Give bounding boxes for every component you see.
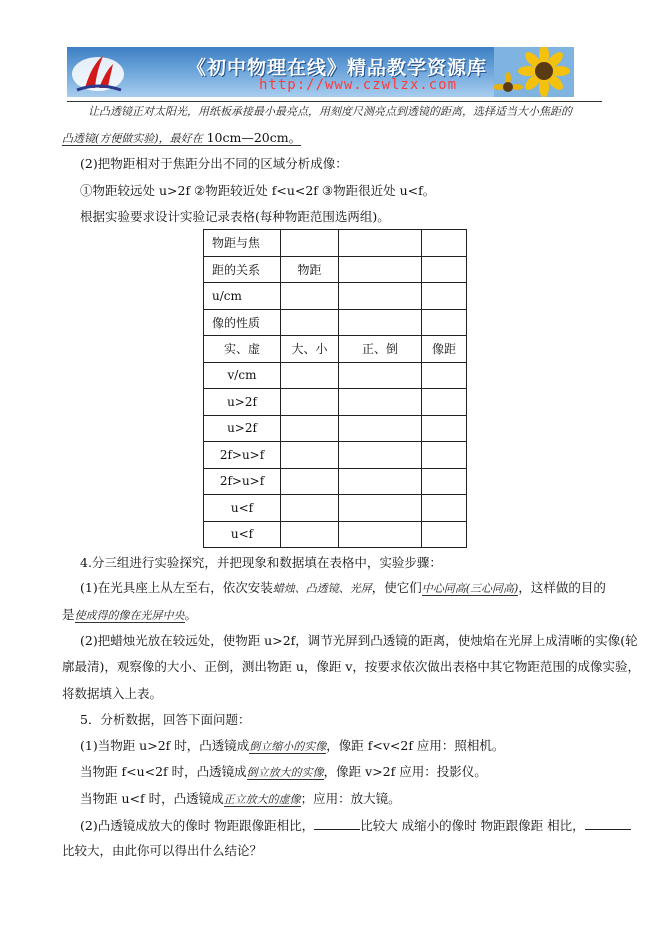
experiment-record-table — [203, 229, 467, 548]
table-cell — [281, 230, 339, 257]
table-cell — [339, 230, 422, 257]
paragraph-line: (2)把物距相对于焦距分出不同的区域分析成像： — [80, 156, 348, 171]
handwritten-answer: 凸透镜(方便做实验)，最好在 — [62, 132, 203, 145]
table-cell: u>2f — [204, 415, 281, 442]
paragraph-line: 比较大，由此你可以得出什么结论？ — [62, 843, 263, 858]
table-cell — [339, 309, 422, 336]
table-cell — [281, 521, 339, 548]
text-span: (1)在光具座上从左至右，依次安装 — [80, 580, 273, 595]
text-span: ，像距 v>2f 应用：投影仪。 — [323, 764, 487, 779]
table-cell — [422, 309, 467, 336]
banner-title: 《初中物理在线》精品教学资源库 — [187, 57, 488, 79]
section-heading: 4.分三组进行实验探究，并把现象和数据填在表格中，实验步骤： — [80, 555, 442, 570]
sunflower-icon — [494, 47, 574, 97]
table-cell — [422, 495, 467, 522]
section-heading: 5．分析数据，回答下面问题： — [80, 712, 251, 727]
table-cell: 实、虚 — [204, 336, 281, 363]
text-span: ；应用：放大镜。 — [300, 791, 401, 806]
text-span: ，这样做的目的 — [518, 580, 606, 595]
answer-range: 10cm—20cm。 — [202, 130, 302, 145]
table-cell — [339, 521, 422, 548]
table-row — [204, 415, 467, 442]
table-cell: 2f>u>f — [204, 468, 281, 495]
table-cell — [339, 495, 422, 522]
answer-blank[interactable] — [585, 817, 631, 830]
paragraph-line — [62, 130, 301, 147]
table-cell: u>2f — [204, 389, 281, 416]
text-span: 当物距 u<f 时，凸透镜成 — [80, 791, 224, 806]
handwritten-answer: 中心同高(三心同高) — [421, 582, 519, 595]
text-span: (1)当物距 u>2f 时，凸透镜成 — [80, 738, 250, 753]
table-row — [204, 389, 467, 416]
table-cell — [422, 521, 467, 548]
table-cell — [339, 468, 422, 495]
table-row — [204, 521, 467, 548]
text-span: 。 — [184, 607, 198, 622]
table-cell — [422, 230, 467, 257]
table-cell: 像距 — [422, 336, 467, 363]
paragraph-line — [80, 764, 487, 781]
table-cell — [281, 468, 339, 495]
paragraph-line — [80, 791, 401, 808]
table-row — [204, 468, 467, 495]
text-span: 比较大 成缩小的像时 物距跟像距 相比， — [360, 818, 585, 833]
table-cell — [422, 468, 467, 495]
paragraph-line — [62, 607, 197, 624]
table-cell: 物距 — [281, 256, 339, 283]
table-cell — [281, 309, 339, 336]
table-cell — [422, 362, 467, 389]
table-cell: u<f — [204, 521, 281, 548]
table-cell — [281, 495, 339, 522]
text-span: (2)凸透镜成放大的像时 物距跟像距相比， — [80, 818, 315, 833]
answer-blank[interactable] — [314, 817, 360, 830]
table-cell: 距的关系 — [204, 256, 281, 283]
handwritten-answer: 倒立缩小的实像 — [249, 740, 327, 753]
table-cell — [422, 389, 467, 416]
paragraph-line: 根据实验要求设计实验记录表格(每种物距范围选两组)。 — [80, 209, 390, 224]
table-cell — [281, 389, 339, 416]
table-cell — [339, 283, 422, 310]
logo-icon — [69, 50, 127, 94]
handwritten-answer: 倒立放大的实像 — [246, 766, 324, 779]
table-cell: u/cm — [204, 283, 281, 310]
paragraph-line — [80, 738, 504, 755]
handwritten-answer: 使成得的像在光屏中央 — [74, 609, 185, 622]
table-cell: v/cm — [204, 362, 281, 389]
table-cell — [281, 283, 339, 310]
table-row — [204, 256, 467, 283]
table-cell — [339, 256, 422, 283]
table-row — [204, 442, 467, 469]
table-row — [204, 336, 467, 363]
text-span: 是 — [62, 607, 75, 622]
paragraph-line: (2)把蜡烛光放在较远处，使物距 u>2f，调节光屏到凸透镜的距离，使烛焰在光屏上成清晰的实像(轮 — [80, 633, 638, 648]
table-cell — [422, 442, 467, 469]
text-span: 当物距 f<u<2f 时，凸透镜成 — [80, 764, 247, 779]
header-rule — [67, 101, 602, 102]
paragraph-line: ①物距较远处 u>2f ②物距较近处 f<u<2f ③物距很近处 u<f。 — [80, 183, 436, 198]
paragraph-line — [80, 580, 606, 597]
table-cell — [281, 442, 339, 469]
paragraph-line — [80, 817, 631, 834]
table-cell: 大、小 — [281, 336, 339, 363]
handwritten-answer: 正立放大的虚像 — [223, 793, 301, 806]
table-cell — [422, 283, 467, 310]
handwritten-answer: 蜡烛、凸透镜、光屏 — [272, 582, 372, 595]
paragraph-line: 将数据填入上表。 — [62, 686, 163, 701]
table-cell — [422, 415, 467, 442]
table-row — [204, 309, 467, 336]
table-cell — [339, 415, 422, 442]
header-banner — [67, 47, 574, 97]
table-cell — [422, 256, 467, 283]
text-span: ，像距 f<v<2f 应用：照相机。 — [326, 738, 505, 753]
table-cell: 物距与焦 — [204, 230, 281, 257]
table-row — [204, 230, 467, 257]
table-cell — [339, 389, 422, 416]
banner-url[interactable]: http://www.czwlzx.com — [259, 77, 458, 93]
table-row — [204, 495, 467, 522]
table-cell — [339, 362, 422, 389]
paragraph-line: 廓最清)，观察像的大小、正倒，测出物距 u，像距 v，按要求依次做出表格中其它物距范围的成像实验， — [62, 659, 640, 674]
text-span: ，使它们 — [371, 580, 422, 595]
table-cell: 正、倒 — [339, 336, 422, 363]
table-cell — [281, 415, 339, 442]
table-cell: 2f>u>f — [204, 442, 281, 469]
paragraph-line: 让凸透镜正对太阳光，用纸板承接最小最亮点，用刻度尺测亮点到透镜的距离，选择适当大小焦距的 — [88, 105, 572, 118]
table-cell: u<f — [204, 495, 281, 522]
table-cell — [281, 362, 339, 389]
table-cell: 像的性质 — [204, 309, 281, 336]
table-row — [204, 362, 467, 389]
table-cell — [339, 442, 422, 469]
table-row — [204, 283, 467, 310]
